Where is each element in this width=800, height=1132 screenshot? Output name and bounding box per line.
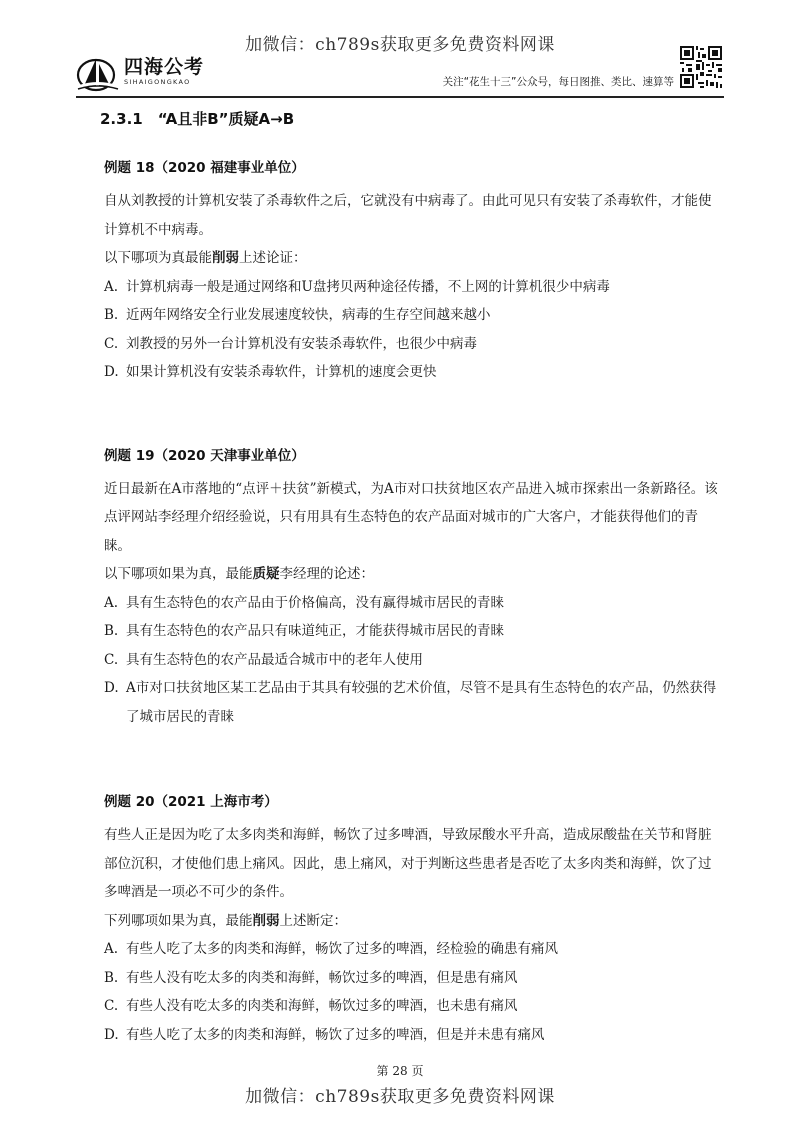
option-letter: B. xyxy=(104,969,119,986)
option-text: 有些人吃了太多的肉类和海鲜，畅饮了过多的啤酒，但是并未患有痛风 xyxy=(126,1026,545,1043)
brand-logo xyxy=(76,56,204,92)
option-letter: D. xyxy=(104,364,119,380)
option-text: 如果计算机没有安装杀毒软件，计算机的速度会更快 xyxy=(126,364,437,380)
question-prompt xyxy=(104,244,724,273)
option-text: A市对口扶贫地区某工艺品由于其具有较强的艺术价值，尽管不是具有生态特色的农产品，仍然获得了城市居民的青睐 xyxy=(126,680,717,725)
question-text-end: 上述论证： xyxy=(239,250,307,266)
example-20 xyxy=(104,791,724,1049)
option-b xyxy=(104,964,724,993)
option-letter: C. xyxy=(104,651,119,668)
header-slogan: 关注“花生十三”公众号，每日图推、类比、速算等 xyxy=(442,76,674,88)
option-d xyxy=(104,674,724,731)
example-stem xyxy=(104,187,724,244)
question-text-end: 上述断定： xyxy=(279,912,347,929)
option-b xyxy=(104,301,724,330)
example-18 xyxy=(104,157,724,387)
example-19 xyxy=(104,445,724,732)
question-text: 以下哪项如果为真，最能 xyxy=(104,566,253,582)
option-d xyxy=(104,1021,724,1050)
question-prompt xyxy=(104,560,724,589)
logo-name: 四海公考 xyxy=(124,56,205,78)
option-letter: A. xyxy=(104,594,119,611)
question-text-end: 李经理的论述： xyxy=(279,566,374,582)
question-prompt xyxy=(104,907,724,936)
watermark-top: 加微信：ch789s获取更多免费资料网课 xyxy=(245,35,555,55)
question-keyword: 质疑 xyxy=(252,566,280,582)
section-title: 2.3.1 “A且非B”质疑A→B xyxy=(100,110,295,128)
option-text: 有些人没有吃太多的肉类和海鲜，畅饮过多的啤酒，但是患有痛风 xyxy=(126,969,518,986)
option-text: 有些人吃了太多的肉类和海鲜，畅饮了过多的啤酒，经检验的确患有痛风 xyxy=(126,941,558,957)
option-text: 有些人没有吃太多的肉类和海鲜，畅饮过多的啤酒，也未患有痛风 xyxy=(126,998,518,1014)
page-number: 第 28 页 xyxy=(376,1064,424,1078)
option-d xyxy=(104,358,724,387)
option-a xyxy=(104,935,724,964)
stem-text: 近日最新在A市落地的“点评＋扶贫”新模式，为A市对口扶贫地区农产品进入城市探索出一条新路径。该点评网站李经理介绍经验说，只有用具有生态特色的农产品面对城市的广大客户，才能获得他们的青睐。 xyxy=(104,480,718,554)
stem-text: 自从刘教授的计算机安装了杀毒软件之后，它就没有中病毒了。由此可见只有安装了杀毒软件，才能使计算机不中病毒。 xyxy=(104,193,712,238)
example-stem xyxy=(104,821,724,907)
question-text: 下列哪项如果为真，最能 xyxy=(104,912,253,929)
option-a xyxy=(104,589,724,618)
option-b xyxy=(104,617,724,646)
example-title: 例题 19（2020 天津事业单位） xyxy=(104,447,305,464)
option-letter: D. xyxy=(104,1026,119,1043)
option-letter: A. xyxy=(104,278,119,295)
sail-logo-icon xyxy=(76,56,120,92)
stem-text: 有些人正是因为吃了太多肉类和海鲜，畅饮了过多啤酒，导致尿酸水平升高，造成尿酸盐在关节和肾脏部位沉积，才使他们患上痛风。因此，患上痛风，对于判断这些患者是否吃了太多肉类和海鲜，饮了过多啤酒是一项必不可少的条件。 xyxy=(104,827,712,900)
question-keyword: 削弱 xyxy=(212,250,239,266)
question-text: 以下哪项为真最能 xyxy=(104,250,212,266)
option-letter: C. xyxy=(104,998,119,1014)
option-c xyxy=(104,646,724,675)
option-text: 具有生态特色的农产品最适合城市中的老年人使用 xyxy=(126,651,423,668)
option-a xyxy=(104,273,724,302)
option-text: 具有生态特色的农产品只有味道纯正，才能获得城市居民的青睐 xyxy=(126,623,504,639)
header-divider xyxy=(76,96,724,98)
page-content xyxy=(100,108,724,1049)
option-letter: B. xyxy=(104,623,119,639)
qr-code-icon xyxy=(678,44,724,90)
logo-subtitle: SIHAIGONGKAO xyxy=(124,78,191,86)
page-header xyxy=(76,44,724,94)
option-text: 刘教授的另外一台计算机没有安装杀毒软件，也很少中病毒 xyxy=(126,335,477,352)
example-title: 例题 18（2020 福建事业单位） xyxy=(104,160,305,176)
option-letter: D. xyxy=(104,680,119,696)
option-letter: B. xyxy=(104,307,119,323)
watermark-bottom: 加微信：ch789s获取更多免费资料网课 xyxy=(245,1087,555,1107)
option-text: 具有生态特色的农产品由于价格偏高，没有赢得城市居民的青睐 xyxy=(126,594,504,611)
option-letter: A. xyxy=(104,941,119,957)
option-letter: C. xyxy=(104,335,119,352)
option-c xyxy=(104,330,724,359)
option-text: 计算机病毒一般是通过网络和U盘拷贝两种途径传播，不上网的计算机很少中病毒 xyxy=(126,278,610,295)
option-text: 近两年网络安全行业发展速度较快，病毒的生存空间越来越小 xyxy=(126,307,491,323)
question-keyword: 削弱 xyxy=(252,912,280,929)
option-c xyxy=(104,992,724,1021)
example-title: 例题 20（2021 上海市考） xyxy=(104,794,278,810)
example-stem xyxy=(104,475,724,561)
